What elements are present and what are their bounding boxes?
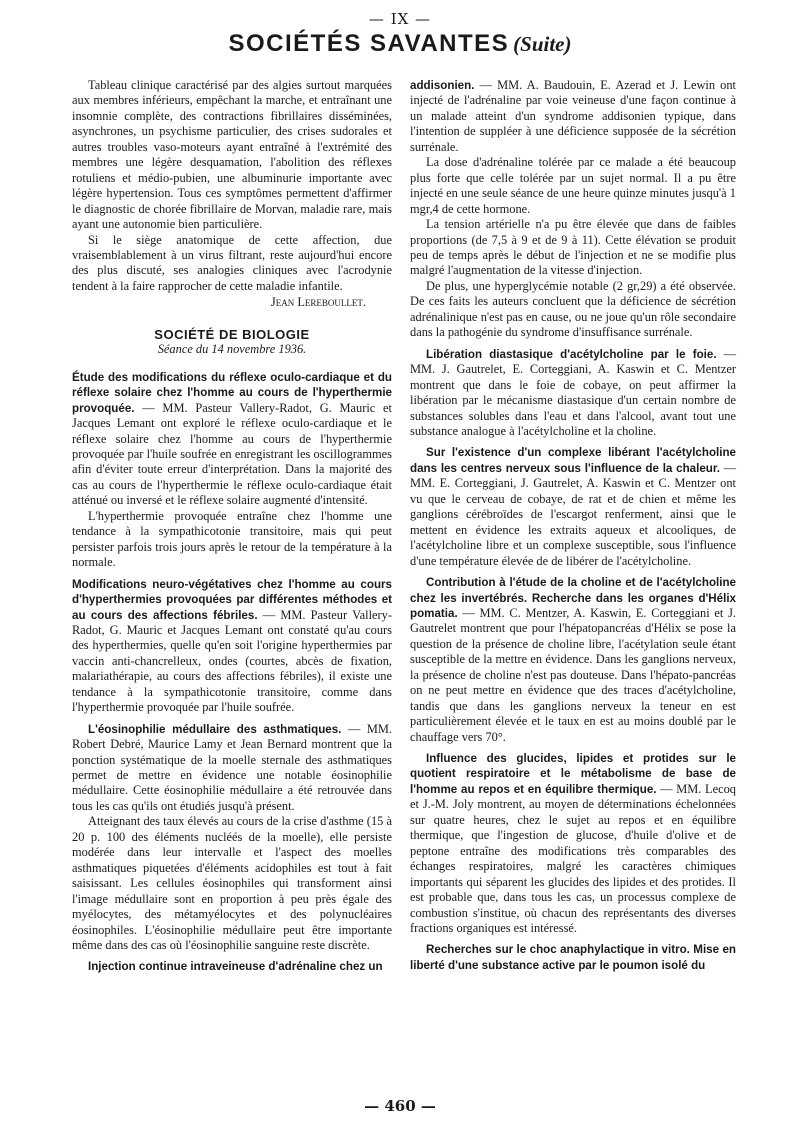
article — [410, 78, 736, 155]
article-title: L'éosinophilie médullaire des asthmatiques. — [88, 722, 342, 736]
article-title: Injection continue intraveineuse d'adrénaline chez un — [88, 960, 383, 974]
article-body: — MM. C. Mentzer, A. Kaswin, E. Corteggiani et J. Gautrelet montrent que pour l'hépatopancréas d'Hélix se pose la question de la présence de choline libre, l'acétylation seule étant susceptible de la mettre en évidence. Dans les ganglions nerveux, la présence de choline n'est pas douteuse. Dans l'hépato-pancréas on ne peut mettre en évidence que des traces d'acétylcholine, tandis que dans les ganglions nerveux la teneur en est particulièrement élevée et le taux en est au moins doublé par le chauffage vers 70°. — [410, 605, 736, 744]
paragraph: De plus, une hyperglycémie notable (2 gr,29) a été observée. De ces faits les auteurs concluent que la déficience de sécrétion adrénalinique n'est pas en cause, ou ne joue qu'un rôle secondaire dans la pathogénie du syndrome d'insuffisance surrénale. — [410, 278, 736, 340]
article-body: — MM. Pasteur Vallery-Radot, G. Mauric et Jacques Lemant ont exploré le réflexe oculo-cardiaque et le réflexe solaire chez l'homme au cours de l'hyperthermie provoquée par l'huile soufrée en enregistrant les oscillogrammes afin d'éviter toute erreur d'interprétation. Dans la majorité des cas au cours de l'hyperthermie le réflexe oculo-cardiaque était atténué ou inversé et le réflexe solaire augmenté d'intensité. — [72, 400, 392, 508]
article-body: — MM. J. Gautrelet, E. Corteggiani, A. Kaswin et C. Mentzer montrent que dans le foie de cobaye, on peut affirmer la libération par le mécanisme diastasique d'un certain nombre de substances solubles dans l'eau et dans l'alcool, avant tout une substance analogue à l'acétylcholine et la choline. — [410, 346, 736, 438]
paragraph: La tension artérielle n'a pu être élevée que dans de faibles proportions (de 7,5 à 9 et de 9 à 11). Cette élévation se produit peu de temps après le début de l'injection et ne se modifie plus malgré l'augmentation de la vitesse d'injection. — [410, 217, 736, 278]
article-body: — MM. Pasteur Vallery-Radot, G. Mauric et Jacques Lemant ont constaté qu'au cours des hyperthermies, quelle qu'en soit l'origine hyperthermies par vaccin anti-chancrelleux, ondes (courtes, abcès de fixation, malariathérapie, au cours des affections fébriles), il existe une tendance à la sympathicotonie transitoire, comme dans l'hyperthermie provoquée par l'huile soufrée. — [72, 607, 393, 715]
right-column — [410, 78, 736, 973]
article-body: — MM. A. Baudouin, E. Azerad et J. Lewin ont injecté de l'adrénaline par voie veineuse d'une façon continue à un malade atteint d'un syndrome addisonien typique, dans l'intention de suppléer à une déficience supposée de la sécrétion surrénale. — [410, 78, 736, 154]
paragraph: Tableau clinique caractérisé par des algies surtout marquées aux membres inférieurs, empêchant la marche, et entraînant une insomnie complète, des contractions fibrillaires disséminées, asynchrones, un psychisme particulier, des crises sudorales et autres troubles vaso-moteurs ayant entraîné à l'extrémité des membres une légère desquamation, l'abolition des réflexes rotuliens et médio-pubien, une albuminurie importante avec légère hypertension. Tous ces symptômes permettent d'affirmer le diagnostic de chorée fibrillaire de Morvan, maladie rare, mais ayant une autonomie bien particulière. — [72, 78, 392, 232]
page-banner — [0, 30, 800, 58]
article — [72, 577, 392, 716]
banner-title: SOCIÉTÉS SAVANTES — [228, 30, 510, 57]
paragraph: L'hyperthermie provoquée entraîne chez l'homme une tendance à la sympathicotonie transitoire, mais qui peut persister parfois trois jours après le retour de la température à la normale. — [72, 508, 392, 570]
article-title: Sur l'existence d'un complexe libérant l'acétylcholine dans les centres nerveux sous l'influence de la chaleur. — [410, 446, 736, 475]
section-title: SOCIÉTÉ DE BIOLOGIE — [154, 326, 310, 342]
session-date: Séance du 14 novembre 1936. — [157, 342, 307, 357]
article — [72, 959, 392, 974]
article — [410, 942, 736, 973]
paragraph: Si le siège anatomique de cette affection, due vraisemblablement à un virus filtrant, reste aujourd'hui encore des plus discuté, ses analogies cliniques avec l'acrodynie tendent à la faire rapprocher de cette maladie infantile. — [72, 232, 392, 293]
article-body: — MM. E. Corteggiani, J. Gautrelet, A. Kaswin et C. Mentzer ont vu que le cerveau de cobaye, de rat et de chien et même les ganglions cérébroïdes de l'escargot renferment, ainsi que le mettent en évidence les extraits aqueux et alcooliques, de l'acétylcholine libre et un complexe susceptible, sous l'influence d'une température élevée de de libérer de l'acétylcholine. — [410, 460, 737, 568]
article — [410, 445, 736, 569]
paragraph: Atteignant des taux élevés au cours de la crise d'asthme (15 à 20 p. 100 des éléments nucléés de la moelle), elle persiste modérée dans leur intervalle et l'aspect des moelles asthmatiques piquetées d'éléments acidophiles est tout à fait saisissant. Les cellules éosinophiles qui transforment ainsi l'image médullaire sont en proportion à peu près égale des myélocytes, des métamyélocytes et des polynucléaires éosinophiles. L'éosinophilie médullaire peut être importante même dans des cas où l'éosinophilie sanguine reste discrète. — [72, 814, 392, 953]
banner-suite: (Suite) — [513, 32, 572, 56]
article-title: Étude des modifications du réflexe oculo-cardiaque et du réflexe solaire chez l'homme au cours de l'hyperthermie provoquée. — [72, 370, 392, 415]
page-roman-numeral: — IX — — [368, 10, 432, 28]
article-title: Libération diastasique d'acétylcholine par le foie. — [426, 347, 717, 361]
page-number: — 460 — — [364, 1097, 436, 1115]
article-title: Modifications neuro-végétatives chez l'homme au cours d'hyperthermies provoquées par différentes méthodes et au cours des affections fébriles. — [72, 577, 392, 622]
article-title: addisonien. — [410, 79, 475, 92]
article — [410, 575, 736, 745]
article-title: Recherches sur le choc anaphylactique in vitro. Mise en liberté d'une substance active par le poumon isolé du — [410, 943, 736, 972]
article — [72, 722, 392, 815]
article-title: Contribution à l'étude de la choline et de l'acétylcholine chez les invertébrés. Recherche dans les organes d'Hélix pomatia. — [410, 576, 736, 620]
article — [410, 751, 736, 936]
article — [410, 347, 736, 440]
article-body: — MM. Robert Debré, Maurice Lamy et Jean Bernard montrent que la ponction systématique de la moelle sternale des asthmatiques permet de mettre en évidence une notable éosinophilie médullaire. Cette éosinophilie médullaire a été retrouvée dans tous les cas qu'ils ont étudiés jusqu'à présent. — [72, 721, 392, 813]
left-column — [72, 78, 392, 975]
article — [72, 370, 392, 509]
paragraph: La dose d'adrénaline tolérée par ce malade a été beaucoup plus forte que celle tolérée par un sujet normal. Il a pu être injecté en une seule séance de une heure quinze minutes jusqu'à 1 mgr,4 de cette hormone. — [410, 155, 736, 216]
article-body: — MM. Lecoq et J.-M. Joly montrent, au moyen de déterminations échelonnées sur quatre heures, chez le sujet au repos et en équilibre thermique, que l'ingestion de glucose, d'huile d'olive et de peptone entraîne des modifications très comparables des échanges respiratoires, malgré les caractères chimiques importants qui séparent les glucides des lipides et des protides. Il est probable que, dans tous les cas, un processus complexe de combustion s'institue, où chacun des représentants des diverses fractions organiques est intéressé. — [410, 781, 736, 936]
article-title: Influence des glucides, lipides et protides sur le quotient respiratoire et le métabolisme de base de l'homme au repos et en équilibre thermique. — [410, 752, 736, 796]
signature: Jean Lereboullet. — [270, 295, 366, 310]
